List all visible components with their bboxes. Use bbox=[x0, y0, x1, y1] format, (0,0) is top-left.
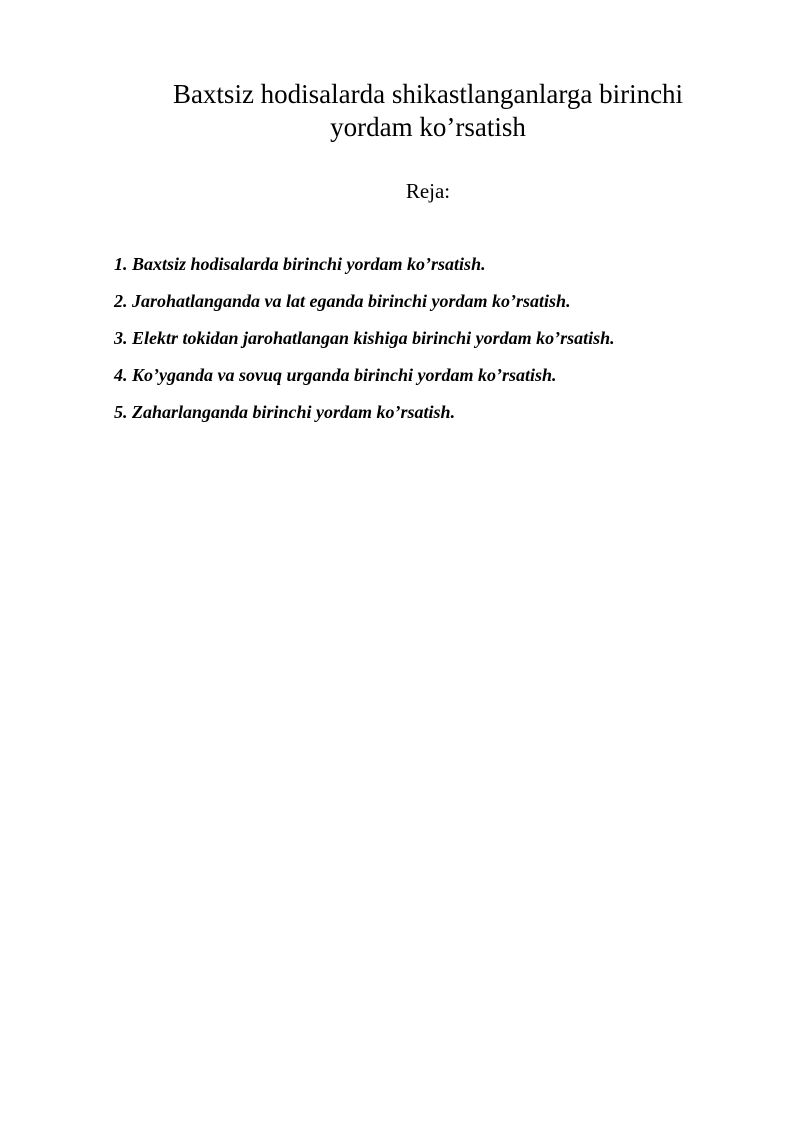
plan-item: 5. Zaharlanganda birinchi yordam ko’rsatish. bbox=[114, 402, 456, 422]
plan-item: 1. Baxtsiz hodisalarda birinchi yordam ko’rsatish. bbox=[114, 254, 486, 274]
document-title bbox=[100, 78, 756, 144]
plan-list bbox=[114, 253, 784, 438]
plan-item: 2. Jarohatlanganda va lat eganda birinchi yordam ko’rsatish. bbox=[114, 291, 571, 311]
plan-item: 4. Ko’yganda va sovuq urganda birinchi yordam ko’rsatish. bbox=[114, 365, 557, 385]
document-title-line-1: Baxtsiz hodisalarda shikastlanganlarga birinchi bbox=[172, 79, 684, 109]
plan-item: 3. Elektr tokidan jarohatlangan kishiga birinchi yordam ko’rsatish. bbox=[114, 328, 615, 348]
plan-heading: Reja: bbox=[405, 179, 451, 203]
document-title-line-2: yordam ko’rsatish bbox=[330, 112, 526, 142]
